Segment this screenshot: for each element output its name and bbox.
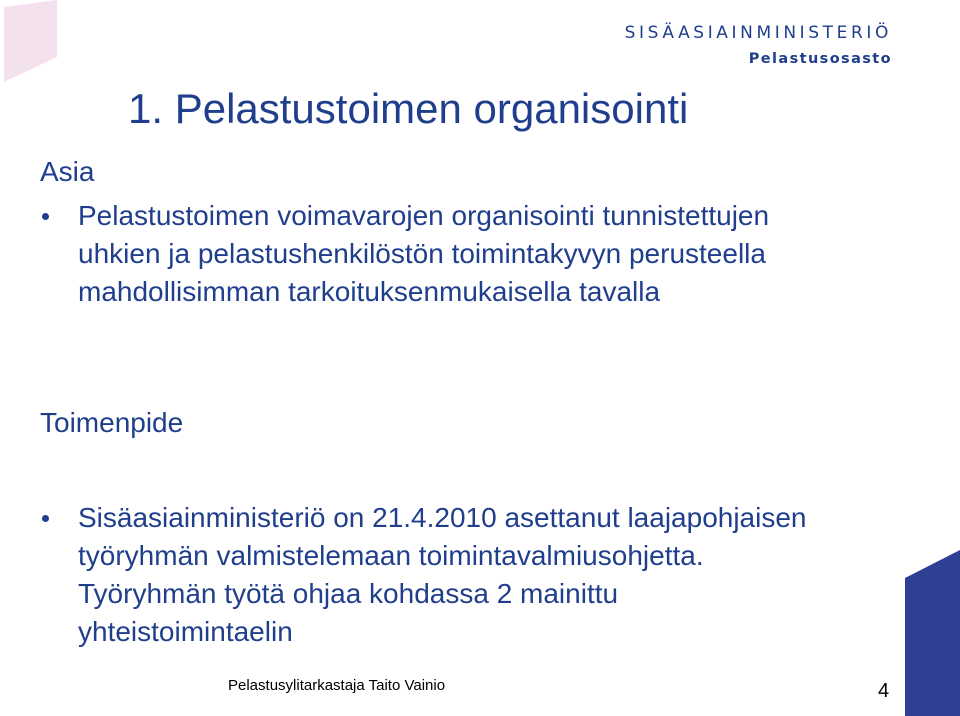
ministry-logo (625, 22, 892, 70)
slide-title: 1. Pelastustoimen organisointi (128, 85, 689, 132)
page-number: 4 (878, 680, 890, 702)
section-heading-toimenpide: Toimenpide (40, 407, 184, 438)
bullet-dot-icon (42, 213, 49, 220)
decorative-corner-shape (905, 550, 960, 716)
logo-department-name: Pelastusosasto (748, 51, 892, 67)
bullet-item-toimenpide (40, 499, 840, 651)
bullet-item-asia (40, 197, 840, 311)
bullet-dot-icon (42, 515, 49, 522)
logo-ministry-name: SISÄASIAINMINISTERIÖ (624, 23, 892, 43)
bullet-text-toimenpide: Sisäasiainministeriö on 21.4.2010 asettanut laajapohjaisen työryhmän valmistelemaan toimintavalmiusohjetta. Työryhmän työtä ohjaa kohdassa 2 mainittu yhteistoimintaelin (78, 502, 807, 647)
decorative-corner-shape (0, 0, 57, 82)
section-heading-asia: Asia (40, 156, 95, 187)
bullet-text-asia: Pelastustoimen voimavarojen organisointi tunnistettujen uhkien ja pelastushenkilöstön toimintakyvyn perusteella mahdollisimman tarkoituksenmukaisella tavalla (78, 200, 770, 307)
footer-author: Pelastusylitarkastaja Taito Vainio (228, 677, 446, 694)
